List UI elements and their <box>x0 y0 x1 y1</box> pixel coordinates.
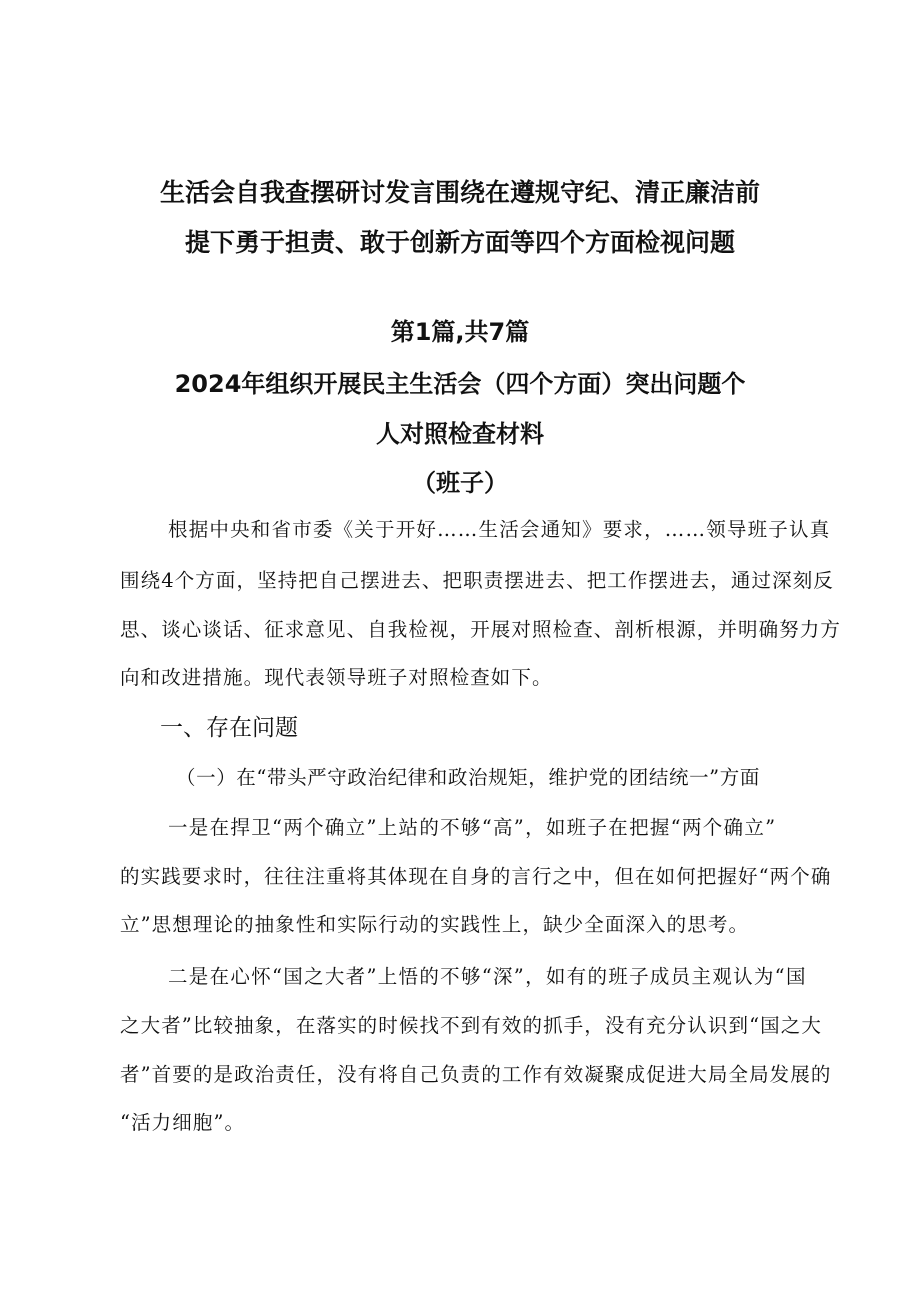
paragraph-1-line-2: 的实践要求时，往往注重将其体现在自身的言行之中，但在如何把握好“两个确 <box>120 865 832 888</box>
document-title-line-2: 提下勇于担责、敢于创新方面等四个方面检视问题 <box>184 228 735 257</box>
paragraph-2-line-3: 者”首要的是政治责任，没有将自己负责的工作有效凝聚成促进大局全局发展的 <box>120 1063 832 1086</box>
paragraph-2-line-4: “活力细胞”。 <box>120 1111 246 1134</box>
paragraph-2-line-2: 之大者”比较抽象，在落实的时候找不到有效的抓手，没有充分认识到“国之大 <box>120 1014 822 1037</box>
subtitle-line-2: 人对照检查材料 <box>376 420 544 448</box>
section-heading: 一、存在问题 <box>160 715 298 741</box>
paragraph-2-line-1: 二是在心怀“国之大者”上悟的不够“深”，如有的班子成员主观认为“国 <box>168 965 807 988</box>
intro-line-2: 围绕4个方面，坚持把自己摆进去、把职责摆进去、把工作摆进去，通过深刻反 <box>120 569 834 592</box>
intro-line-4: 向和改进措施。现代表领导班子对照检查如下。 <box>120 666 553 689</box>
subtitle-line-1: 2024年组织开展民主生活会（四个方面）突出问题个 <box>174 370 746 398</box>
part-indicator: 第1篇,共7篇 <box>390 318 530 346</box>
intro-line-1: 根据中央和省市委《关于开好……生活会通知》要求，……领导班子认真 <box>168 518 831 541</box>
paragraph-1-line-3: 立”思想理论的抽象性和实际行动的实践性上，缺少全面深入的思考。 <box>120 913 750 936</box>
subtitle-line-3: （班子） <box>412 469 508 497</box>
document-title-line-1: 生活会自我查摆研讨发言围绕在遵规守纪、清正廉洁前 <box>159 178 760 207</box>
paragraph-1-line-1: 一是在捍卫“两个确立”上站的不够“高”，如班子在把握“两个确立” <box>168 816 777 839</box>
subsection-heading: （一）在“带头严守政治纪律和政治规矩，维护党的团结统一”方面 <box>176 766 760 789</box>
intro-line-3: 思、谈心谈话、征求意见、自我检视，开展对照检查、剖析根源，并明确努力方 <box>120 618 842 641</box>
